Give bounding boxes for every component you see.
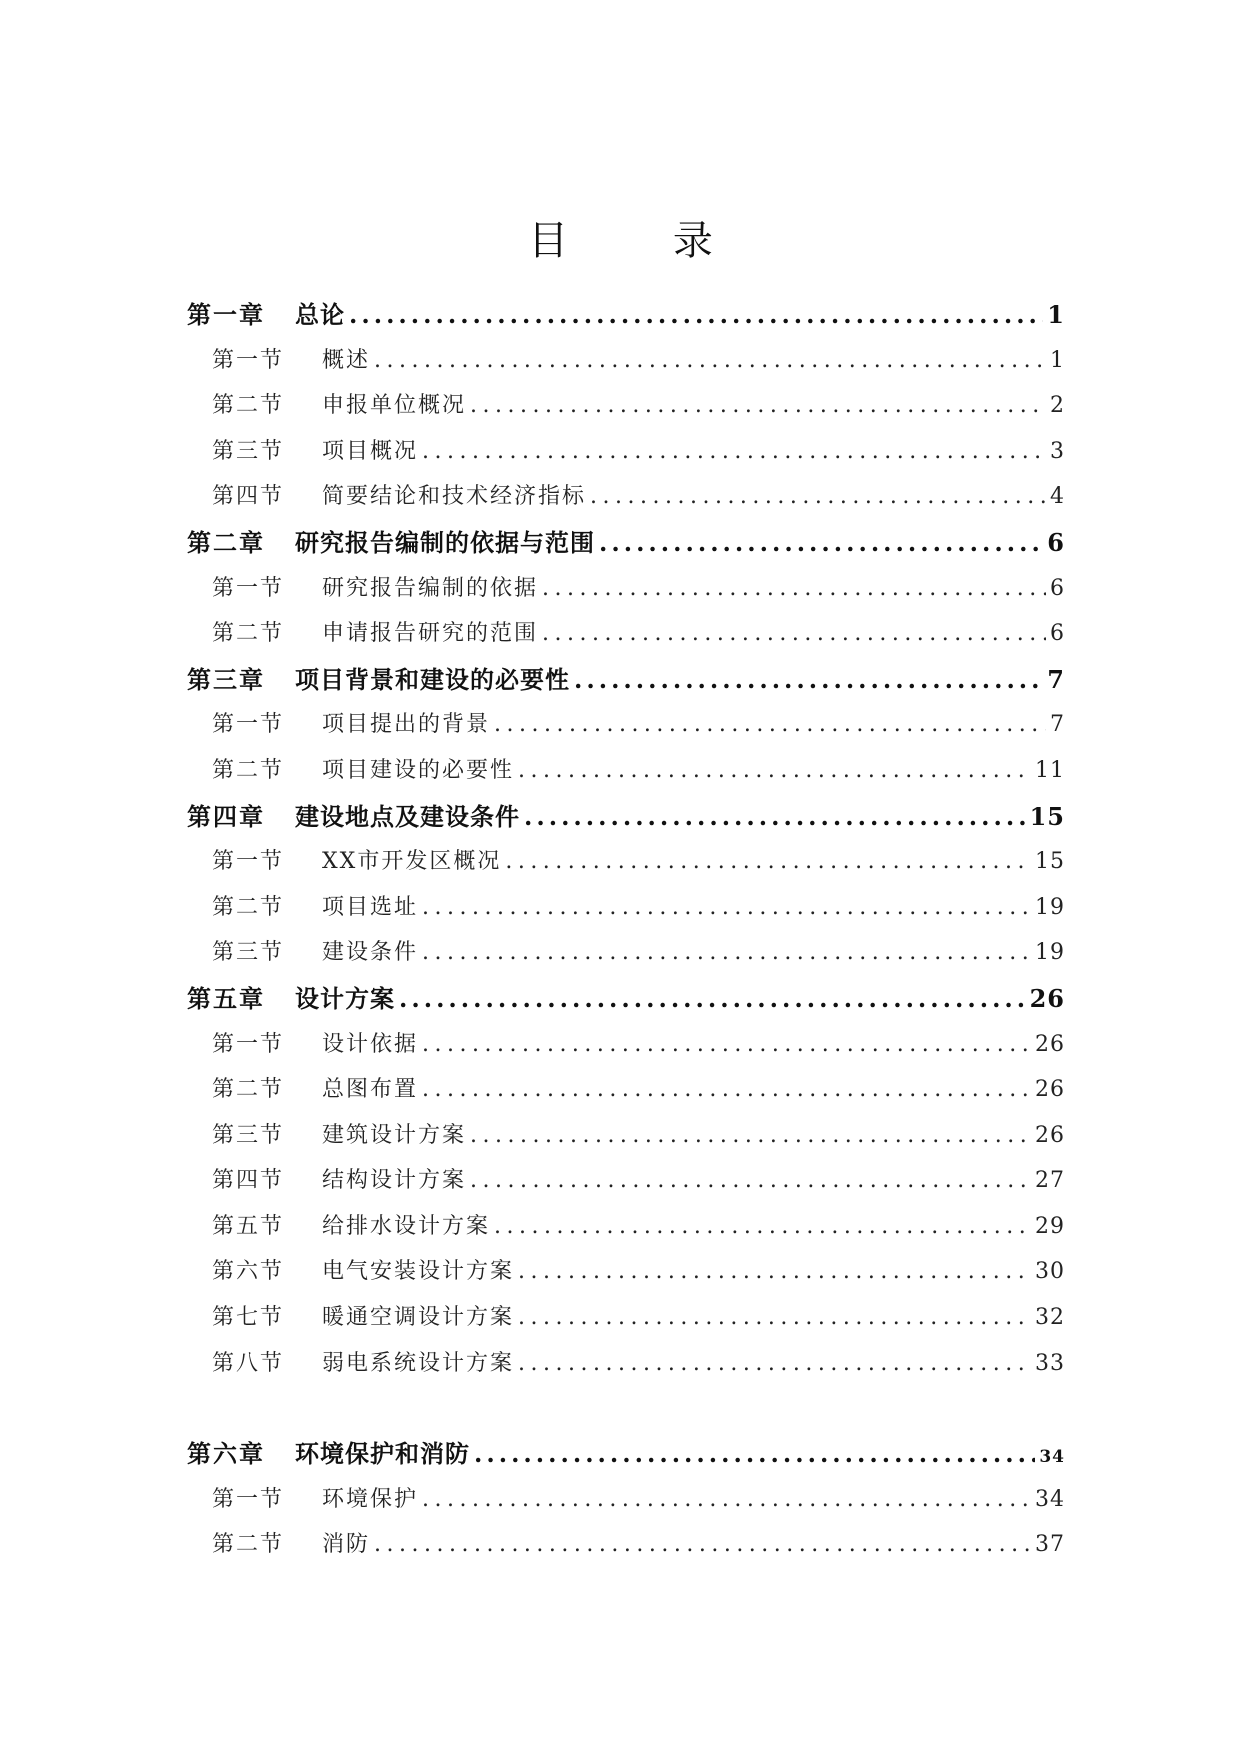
toc-entry-label: 第六章 xyxy=(187,1439,265,1469)
toc-section-entry[interactable] xyxy=(187,383,1065,429)
toc-entry-page-number: 37 xyxy=(1035,1532,1065,1558)
dot-leader xyxy=(518,1249,1031,1295)
dot-leader xyxy=(374,338,1046,384)
toc-entry-page-number: 26 xyxy=(1035,1077,1065,1103)
toc-entry-title: 项目背景和建设的必要性 xyxy=(295,664,570,694)
toc-entry-page-number: 33 xyxy=(1035,1350,1065,1376)
toc-section-entry[interactable] xyxy=(187,702,1065,748)
toc-entry-page-number: 26 xyxy=(1035,1031,1065,1057)
toc-entry-title: 环境保护 xyxy=(322,1486,419,1512)
toc-entry-title: 项目选址 xyxy=(322,894,419,920)
toc-entry-page-number: 4 xyxy=(1050,484,1065,510)
toc-entry-label: 第三节 xyxy=(212,1122,285,1148)
toc-chapter-entry[interactable] xyxy=(187,976,1065,1022)
toc-entry-page-number: 19 xyxy=(1035,940,1065,966)
toc-section-entry[interactable] xyxy=(187,1477,1065,1523)
dot-leader xyxy=(518,1295,1031,1341)
page-title: 目 录 xyxy=(528,217,759,264)
toc-entry-label: 第七节 xyxy=(212,1305,285,1331)
toc-section-entry[interactable] xyxy=(187,611,1065,657)
toc-section-entry[interactable] xyxy=(187,930,1065,976)
toc-entry-title: 设计方案 xyxy=(295,983,395,1013)
toc-entry-label: 第二节 xyxy=(212,621,285,647)
dot-leader xyxy=(518,748,1031,794)
toc-entry-title: 项目提出的背景 xyxy=(322,712,491,738)
toc-entry-title: 暖通空调设计方案 xyxy=(322,1305,515,1331)
toc-entry-title: 建筑设计方案 xyxy=(322,1122,467,1148)
toc-entry-page-number: 34 xyxy=(1039,1447,1065,1468)
toc-entry-label: 第五节 xyxy=(212,1213,285,1239)
dot-leader xyxy=(599,520,1043,566)
toc-entry-title: 总论 xyxy=(295,300,345,329)
toc-entry-label: 第二节 xyxy=(212,894,285,920)
toc-entry-label: 第一节 xyxy=(212,347,285,373)
toc-entry-page-number: 30 xyxy=(1035,1259,1065,1285)
toc-entry-page-number: 32 xyxy=(1035,1305,1065,1331)
toc-entry-page-number: 15 xyxy=(1035,849,1065,875)
dot-leader xyxy=(470,1113,1031,1159)
toc-entry-page-number: 3 xyxy=(1050,438,1065,464)
toc-entry-label: 第四节 xyxy=(212,1168,285,1194)
toc-entry-title: 总图布置 xyxy=(322,1077,419,1103)
toc-section-entry[interactable] xyxy=(187,566,1065,612)
dot-leader xyxy=(422,1022,1031,1068)
toc-entry-label: 第一节 xyxy=(212,712,285,738)
dot-leader xyxy=(422,930,1031,976)
dot-leader xyxy=(399,976,1026,1022)
toc-entry-label: 第二章 xyxy=(187,527,265,557)
toc-entry-page-number: 26 xyxy=(1035,1122,1065,1148)
toc-entry-label: 第一节 xyxy=(212,1486,285,1512)
toc-entry-label: 第五章 xyxy=(187,983,265,1013)
dot-leader xyxy=(374,1522,1031,1568)
dot-leader xyxy=(470,383,1046,429)
toc-entry-page-number: 15 xyxy=(1029,801,1065,831)
toc-section-entry[interactable] xyxy=(187,338,1065,384)
toc-chapter-entry[interactable] xyxy=(187,520,1065,566)
toc-entry-label: 第二节 xyxy=(212,757,285,783)
toc-entry-label: 第四章 xyxy=(187,801,265,831)
toc-entry-title: 概述 xyxy=(322,347,371,373)
toc-entry-title: 研究报告编制的依据 xyxy=(322,575,539,601)
toc-entry-title: 电气安装设计方案 xyxy=(322,1259,515,1285)
toc-entry-title: 弱电系统设计方案 xyxy=(322,1350,515,1376)
toc-entry-label: 第一节 xyxy=(212,1031,285,1057)
toc-entry-title: 结构设计方案 xyxy=(322,1168,467,1194)
toc-section-entry[interactable] xyxy=(187,1113,1065,1159)
toc-section-entry[interactable] xyxy=(187,1204,1065,1250)
dot-leader xyxy=(474,1431,1035,1477)
dot-leader xyxy=(590,474,1046,520)
toc-entry-label: 第六节 xyxy=(212,1259,285,1285)
toc-entry-page-number: 1 xyxy=(1050,347,1065,373)
dot-leader xyxy=(422,885,1031,931)
toc-section-entry[interactable] xyxy=(187,1022,1065,1068)
toc-entry-label: 第二节 xyxy=(212,1077,285,1103)
toc-entry-page-number: 27 xyxy=(1035,1168,1065,1194)
toc-section-entry[interactable] xyxy=(187,1295,1065,1341)
dot-leader xyxy=(470,1158,1031,1204)
toc-entry-page-number: 6 xyxy=(1050,621,1065,647)
toc-section-entry[interactable] xyxy=(187,1341,1065,1387)
toc-entry-label: 第八节 xyxy=(212,1350,285,1376)
toc-entry-title: 申请报告研究的范围 xyxy=(322,621,539,647)
toc-entry-label: 第一章 xyxy=(187,300,265,329)
toc-entry-page-number: 2 xyxy=(1050,393,1065,419)
dot-leader xyxy=(422,1067,1031,1113)
dot-leader xyxy=(422,1477,1031,1523)
toc-entry-label: 第三章 xyxy=(187,664,265,694)
toc-entry-page-number: 6 xyxy=(1050,575,1065,601)
dot-leader xyxy=(422,429,1046,475)
toc-entry-page-number: 34 xyxy=(1035,1486,1065,1512)
toc-entry-page-number: 19 xyxy=(1035,894,1065,920)
toc-chapter-entry[interactable] xyxy=(187,292,1065,338)
toc-section-entry[interactable] xyxy=(187,1249,1065,1295)
toc-entry-page-number: 6 xyxy=(1047,527,1065,557)
toc-chapter-entry[interactable] xyxy=(187,657,1065,703)
toc-section-entry[interactable] xyxy=(187,885,1065,931)
dot-leader xyxy=(518,1341,1031,1387)
toc-section-entry[interactable] xyxy=(187,1067,1065,1113)
toc-entry-page-number: 29 xyxy=(1035,1213,1065,1239)
dot-leader xyxy=(574,657,1043,703)
dot-leader xyxy=(494,702,1046,748)
toc-chapter-entry[interactable] xyxy=(187,794,1065,840)
toc-entry-label: 第三节 xyxy=(212,438,285,464)
toc-entry-title: 项目建设的必要性 xyxy=(322,757,515,783)
toc-entry-label: 第二节 xyxy=(212,1532,285,1558)
toc-section-entry[interactable] xyxy=(187,474,1065,520)
toc-entry-label: 第一节 xyxy=(212,575,285,601)
table-of-contents xyxy=(187,292,1065,1568)
toc-entry-page-number: 7 xyxy=(1050,712,1065,738)
toc-entry-page-number: 1 xyxy=(1047,300,1065,329)
toc-section-entry[interactable] xyxy=(187,429,1065,475)
toc-entry-label: 第一节 xyxy=(212,849,285,875)
toc-section-entry[interactable] xyxy=(187,1158,1065,1204)
toc-chapter-entry[interactable] xyxy=(187,1431,1065,1477)
toc-entry-label: 第二节 xyxy=(212,393,285,419)
toc-section-entry[interactable] xyxy=(187,839,1065,885)
toc-entry-label: 第三节 xyxy=(212,940,285,966)
dot-leader xyxy=(542,611,1046,657)
toc-entry-page-number: 11 xyxy=(1035,757,1065,783)
toc-section-entry[interactable] xyxy=(187,1522,1065,1568)
dot-leader xyxy=(524,794,1026,840)
dot-leader xyxy=(494,1204,1031,1250)
toc-entry-label: 第四节 xyxy=(212,484,285,510)
toc-entry-title: XX市开发区概况 xyxy=(322,849,502,875)
toc-section-entry[interactable] xyxy=(187,748,1065,794)
toc-entry-page-number: 7 xyxy=(1047,664,1065,694)
toc-entry-title: 申报单位概况 xyxy=(322,393,467,419)
toc-entry-title: 消防 xyxy=(322,1532,371,1558)
dot-leader xyxy=(505,839,1031,885)
toc-entry-title: 研究报告编制的依据与范围 xyxy=(295,527,595,557)
toc-entry-title: 简要结论和技术经济指标 xyxy=(322,484,587,510)
dot-leader xyxy=(542,566,1046,612)
toc-entry-title: 环境保护和消防 xyxy=(295,1439,470,1469)
toc-entry-page-number: 26 xyxy=(1029,983,1065,1013)
toc-entry-title: 建设条件 xyxy=(322,940,419,966)
toc-entry-title: 给排水设计方案 xyxy=(322,1213,491,1239)
toc-entry-title: 建设地点及建设条件 xyxy=(295,801,520,831)
toc-entry-title: 项目概况 xyxy=(322,438,419,464)
dot-leader xyxy=(349,292,1043,338)
toc-entry-title: 设计依据 xyxy=(322,1031,419,1057)
